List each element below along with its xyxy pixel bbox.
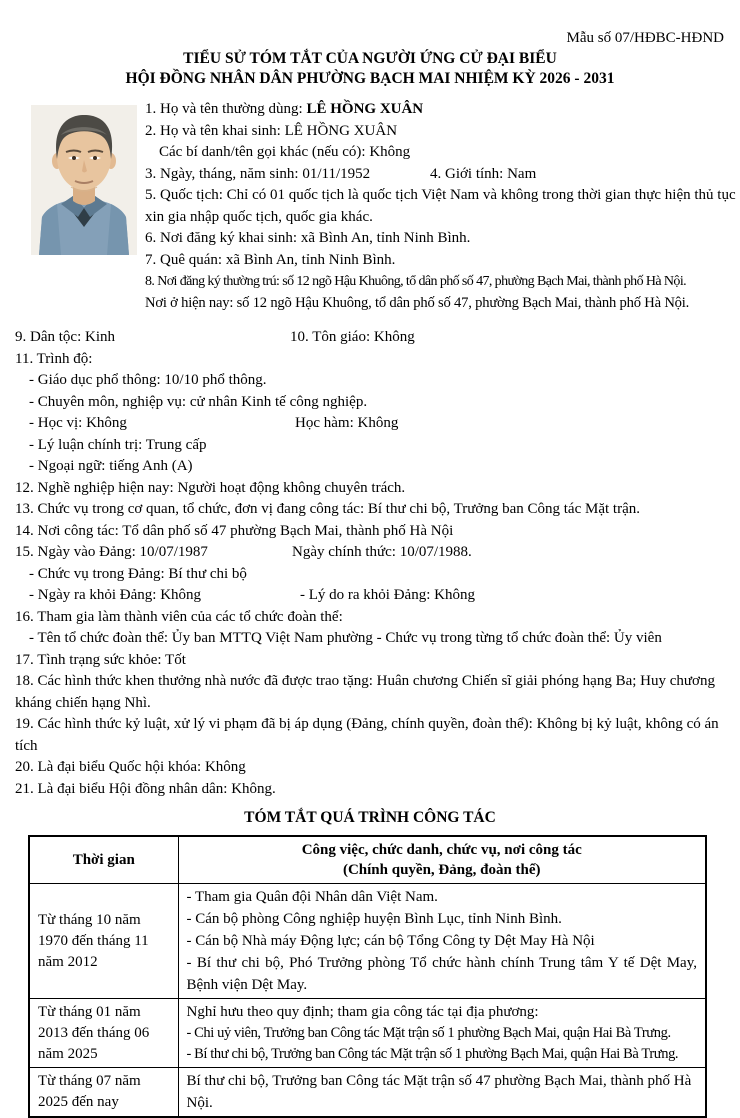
field-peoples-council: 21. Là đại biểu Hội đồng nhân dân: Không. [15, 780, 276, 797]
top-section [0, 99, 740, 327]
period-cell: Từ tháng 01 năm 2013 đến tháng 06 năm 2025 [29, 999, 178, 1068]
portrait-photo-graphic [31, 105, 137, 255]
field-party-dates [15, 542, 732, 564]
document-title-line1: TIỂU SỬ TÓM TẮT CỦA NGƯỜI ỨNG CỬ ĐẠI BIỂU [183, 50, 557, 67]
form-number-label: Mẫu số 07/HĐBC-HĐND [566, 30, 724, 46]
field-birth-registration: 6. Nơi đăng ký khai sinh: xã Bình An, tỉnh Ninh Bình. [145, 230, 471, 246]
field-academic-degree: - Học vị: Không [29, 415, 127, 431]
field-party-position: - Chức vụ trong Đảng: Bí thư chi bộ [29, 565, 247, 582]
work-history-table [28, 835, 707, 1118]
field-aliases: Các bí danh/tên gọi khác (nếu có): Không [159, 144, 411, 160]
field-foreign-language: - Ngoại ngữ: tiếng Anh (A) [29, 458, 193, 474]
field-party-join-date: 15. Ngày vào Đảng: 10/07/1987 [15, 544, 208, 560]
field-birth-name: 2. Họ và tên khai sinh: LÊ HỒNG XUÂN [145, 122, 398, 139]
field-awards: 18. Các hình thức khen thưởng nhà nước đã được trao tặng: Huân chương Chiến sĩ giải phóng hạng Ba; Huy chương kháng chiến hạng Nhì. [15, 673, 715, 711]
field-degree-title [15, 413, 732, 435]
duty-line: - Chi uỷ viên, Trưởng ban Công tác Mặt trận số 1 phường Bạch Mai, quận Hai Bà Trưng. [186, 1025, 671, 1041]
field-dob-gender [145, 164, 736, 186]
field-political-theory: - Lý luận chính trị: Trung cấp [29, 436, 207, 453]
field-common-name [145, 99, 736, 121]
field-disciplinary-record: 19. Các hình thức kỷ luật, xử lý vi phạm đã bị áp dụng (Đảng, chính quyền, đoàn thể): Không bị kỷ luật, không có án tích [15, 716, 719, 754]
field-ethnicity: 9. Dân tộc: Kinh [15, 329, 115, 345]
field-health-status: 17. Tình trạng sức khỏe: Tốt [15, 651, 186, 668]
profile-items-9-21 [15, 327, 740, 800]
field-religion: 10. Tôn giáo: Không [290, 329, 415, 345]
field-dob: 3. Ngày, tháng, năm sinh: 01/11/1952 [145, 165, 371, 182]
profile-items-1-8 [145, 99, 740, 314]
duty-line: - Tham gia Quân đội Nhân dân Việt Nam. [186, 889, 438, 905]
duty-line: - Cán bộ phòng Công nghiệp huyện Bình Lục, tỉnh Ninh Bình. [186, 911, 562, 927]
field-common-name-label: 1. Họ và tên thường dùng: [145, 101, 307, 117]
field-common-name-value: LÊ HỒNG XUÂN [306, 101, 424, 117]
field-party-leave [15, 585, 732, 607]
field-permanent-residence: 8. Nơi đăng ký thường trú: số 12 ngõ Hậu Khuông, tổ dân phố số 47, phường Bạch Mai, thành phố Hà Nội. [145, 274, 687, 289]
field-current-position: 13. Chức vụ trong cơ quan, tổ chức, đơn vị đang công tác: Bí thư chi bộ, Trưởng ban Công tác Mặt trận. [15, 501, 640, 517]
field-general-education: - Giáo dục phổ thông: 10/10 phổ thông. [29, 372, 267, 388]
period-cell: Từ tháng 10 năm 1970 đến tháng 11 năm 2012 [29, 884, 178, 999]
field-workplace: 14. Nơi công tác: Tổ dân phố số 47 phường Bạch Mai, thành phố Hà Nội [15, 522, 454, 539]
work-history-title: TÓM TẮT QUÁ TRÌNH CÔNG TÁC [244, 809, 496, 826]
duty-cell [178, 1068, 706, 1118]
field-academic-title: Học hàm: Không [295, 415, 399, 431]
column-header-duty-line2: (Chính quyền, Đảng, đoàn thể) [342, 862, 541, 878]
duty-line: - Bí thư chi bộ, Trưởng ban Công tác Mặt trận số 1 phường Bạch Mai, quận Hai Bà Trưng. [186, 1046, 679, 1062]
column-header-period: Thời gian [29, 836, 178, 884]
duty-cell [178, 884, 706, 999]
field-ethnicity-religion [15, 327, 732, 349]
field-party-leave-reason: - Lý do ra khỏi Đảng: Không [300, 587, 475, 603]
field-party-leave-date: - Ngày ra khỏi Đảng: Không [29, 587, 202, 603]
table-row [29, 884, 706, 999]
field-current-residence: Nơi ở hiện nay: số 12 ngõ Hậu Khuông, tổ dân phố số 47, phường Bạch Mai, thành phố Hà Nội. [145, 294, 690, 311]
field-education-heading: 11. Trình độ: [15, 350, 93, 367]
field-hometown: 7. Quê quán: xã Bình An, tỉnh Ninh Bình. [145, 251, 396, 268]
column-header-duty [178, 836, 706, 884]
field-organization-detail: - Tên tổ chức đoàn thể: Ủy ban MTTQ Việt Nam phường - Chức vụ trong từng tổ chức đoàn thể: Ủy viên [29, 630, 662, 646]
duty-line: - Cán bộ Nhà máy Động lực; cán bộ Tổng Công ty Dệt May Hà Nội [186, 933, 595, 949]
table-row [29, 1068, 706, 1118]
field-current-occupation: 12. Nghề nghiệp hiện nay: Người hoạt động không chuyên trách. [15, 479, 406, 496]
column-header-duty-line1: Công việc, chức danh, chức vụ, nơi công tác [301, 842, 582, 858]
field-national-assembly: 20. Là đại biểu Quốc hội khóa: Không [15, 759, 246, 775]
field-party-official-date: Ngày chính thức: 10/07/1988. [292, 544, 472, 560]
duty-line: - Bí thư chi bộ, Phó Trưởng phòng Tổ chức hành chính Trung tâm Y tế Dệt May, Bệnh viện Dệt May. [186, 955, 697, 993]
field-nationality: 5. Quốc tịch: Chỉ có 01 quốc tịch là quốc tịch Việt Nam và không trong thời gian thực hiện thủ tục xin gia nhập quốc tịch, quốc gia khác. [145, 187, 736, 225]
field-organizations-heading: 16. Tham gia làm thành viên của các tổ chức đoàn thể: [15, 608, 343, 625]
field-professional-education: - Chuyên môn, nghiệp vụ: cử nhân Kinh tế công nghiệp. [29, 393, 368, 410]
duty-line: Bí thư chi bộ, Trưởng ban Công tác Mặt trận số 47 phường Bạch Mai, thành phố Hà Nội. [186, 1073, 692, 1111]
table-row [29, 999, 706, 1068]
duty-line: Nghỉ hưu theo quy định; tham gia công tác tại địa phương: [186, 1004, 539, 1020]
work-history-header-row [29, 836, 706, 884]
field-gender: 4. Giới tính: Nam [430, 165, 537, 182]
period-cell: Từ tháng 07 năm 2025 đến nay [29, 1068, 178, 1118]
document-title-line2: HỘI ĐỒNG NHÂN DÂN PHƯỜNG BẠCH MAI NHIỆM KỲ 2026 - 2031 [125, 70, 615, 87]
duty-cell [178, 999, 706, 1068]
candidate-photo [31, 105, 137, 255]
